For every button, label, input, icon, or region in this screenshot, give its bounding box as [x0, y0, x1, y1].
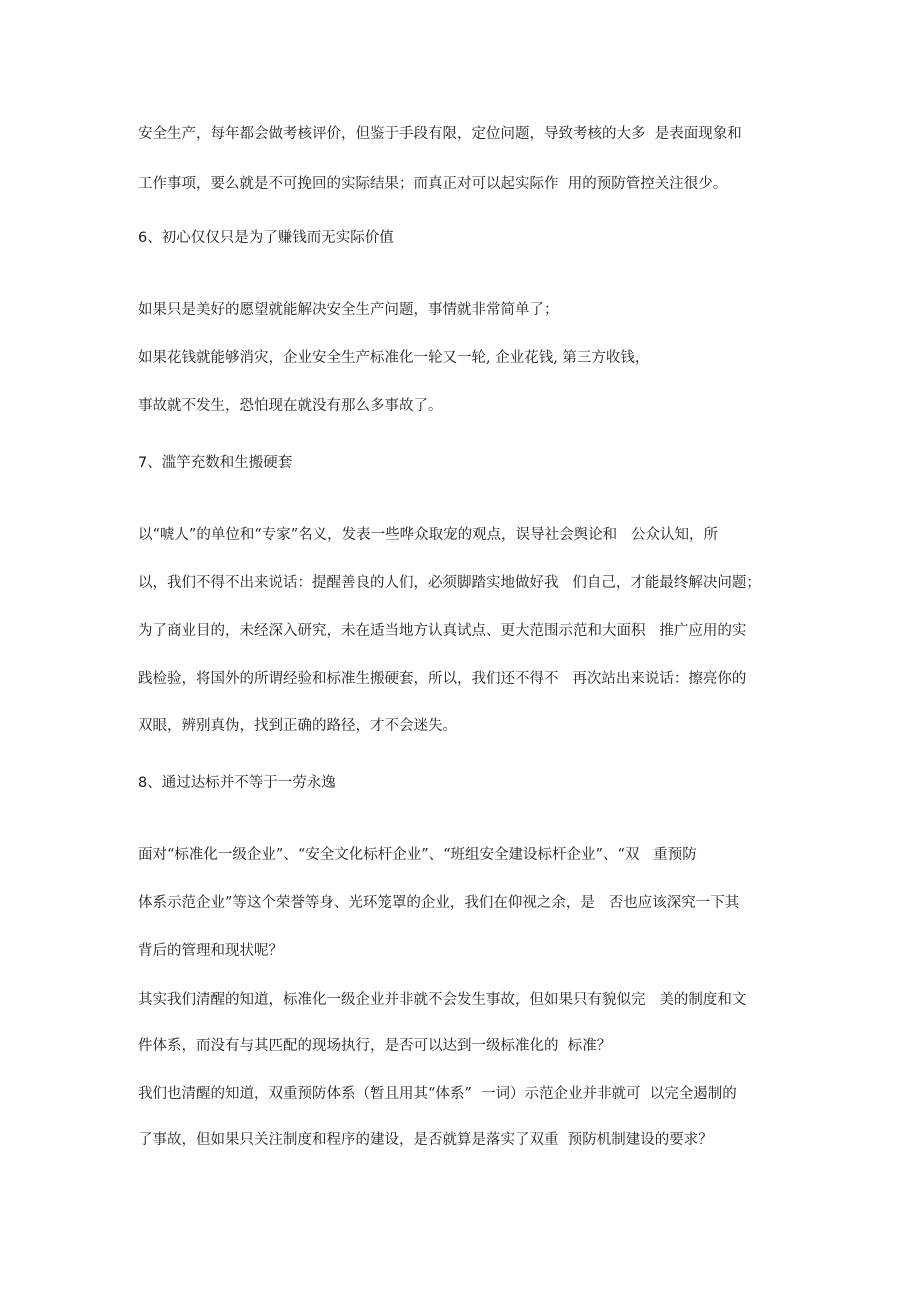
section-7-line-2: 以，我们不得不出来说话：提醒善良的人们，必须脚踏实地做好我 们自己，才能最终解决问题；: [138, 575, 761, 591]
section-8-heading: 8、通过达标并不等于一劳永逸: [138, 775, 336, 791]
section-7-line-4: 践检验，将国外的所谓经验和标准生搬硬套，所以，我们还不得不 再次站出来说话：擦亮你的: [138, 671, 747, 687]
section-6-heading: 6、初心仅仅只是为了赚钱而无实际价值: [138, 230, 394, 246]
intro-line-1: 安全生产，每年都会做考核评价，但鉴于手段有限，定位问题，导致考核的大多 是表面现象和: [138, 126, 742, 142]
section-8-line-4: 其实我们清醒的知道，标准化一级企业并非就不会发生事故，但如果只有貌似完 美的制度和文: [138, 992, 747, 1008]
section-8-line-6: 我们也清醒的知道，双重预防体系（暂且用其“体系” 一词）示范企业并非就可 以完全遏制的: [138, 1086, 737, 1102]
section-7-line-1: 以“唬人”的单位和“专家”名义，发表一些哗众取宠的观点，误导社会舆论和 公众认知，所: [138, 527, 718, 543]
section-8-line-3: 背后的管理和现状呢？: [138, 943, 283, 959]
section-7-line-3: 为了商业目的，未经深入研究，未在适当地方认真试点、更大范围示范和大面积 推广应用的实: [138, 623, 747, 639]
section-7-line-5: 双眼，辨别真伪，找到正确的路径，才不会迷失。: [138, 718, 457, 734]
section-7-heading: 7、滥竽充数和生搬硬套: [138, 455, 293, 471]
section-8-line-5: 件体系，而没有与其匹配的现场执行，是否可以达到一级标准化的 标准？: [138, 1038, 612, 1054]
section-8-line-2: 体系示范企业”等这个荣誉等身、光环笼罩的企业，我们在仰视之余，是 否也应该深究一下其: [138, 895, 740, 911]
intro-line-2: 工作事项，要么就是不可挽回的实际结果；而真正对可以起实际作 用的预防管控关注很少。: [138, 176, 728, 192]
section-8-line-1: 面对“标准化一级企业”、“安全文化标杆企业”、“班组安全建设标杆企业”、“双 重预防: [138, 847, 697, 863]
section-6-line-1: 如果只是美好的愿望就能解决安全生产问题，事情就非常简单了；: [138, 302, 559, 318]
section-6-line-2: 如果花钱就能够消灾，企业安全生产标准化一轮又一轮, 企业花钱, 第三方收钱，: [138, 350, 650, 366]
section-6-line-3: 事故就不发生，恐怕现在就没有那么多事故了。: [138, 398, 443, 414]
section-8-line-7: 了事故，但如果只关注制度和程序的建设，是否就算是落实了双重 预防机制建设的要求？: [138, 1132, 713, 1148]
